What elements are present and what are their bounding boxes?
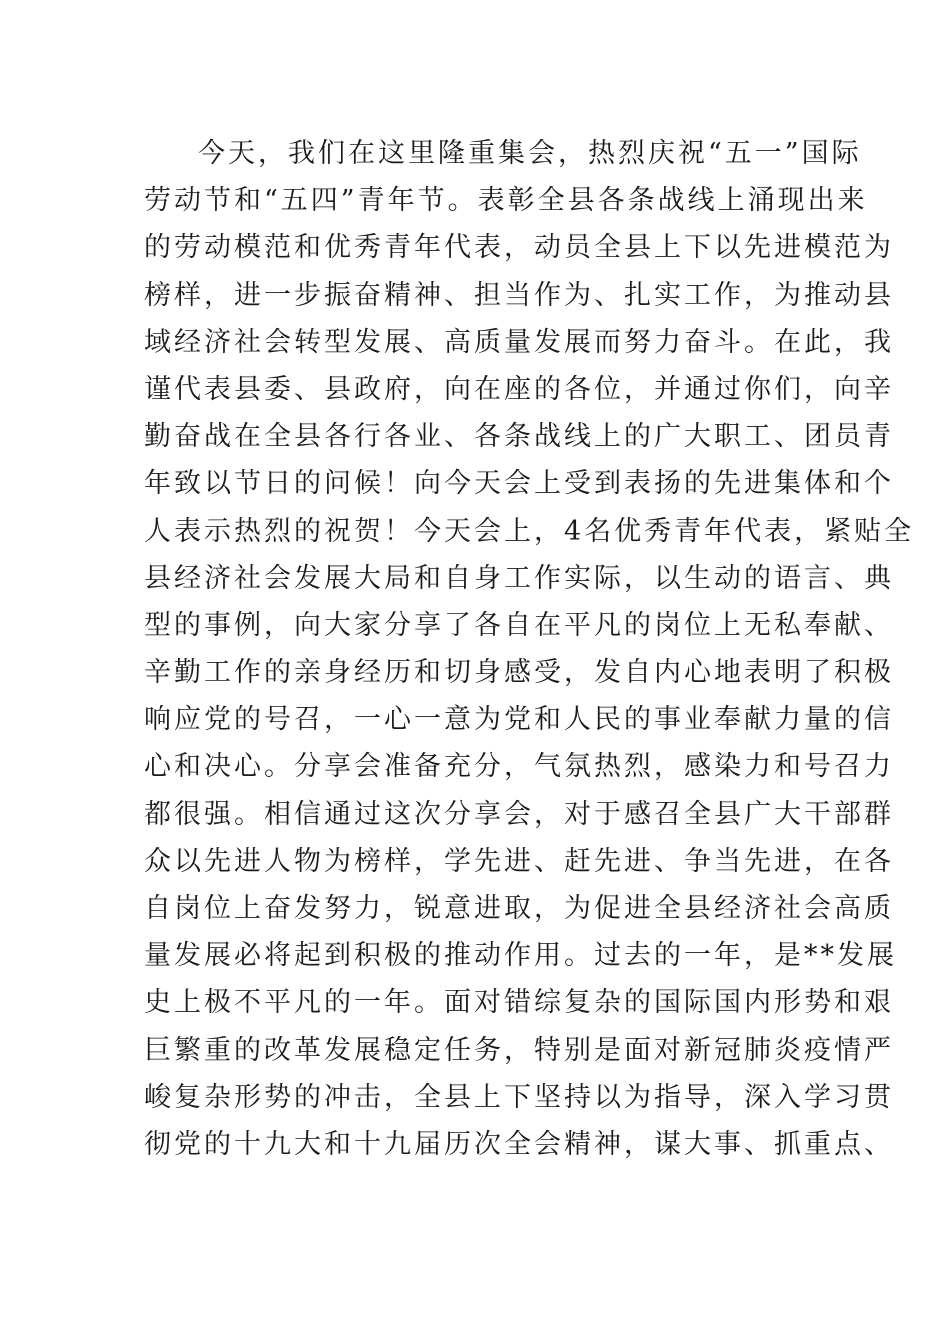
text-line: 今天，我们在这里隆重集会，热烈庆祝“五一”国际 xyxy=(198,138,862,169)
text-line: 峻复杂形势的冲击，全县上下坚持以为指导，深入学习贯 xyxy=(144,1081,894,1113)
text-line: 巨繁重的改革发展稳定任务，特别是面对新冠肺炎疫情严 xyxy=(144,1034,894,1066)
text-line: 人表示热烈的祝贺！今天会上，4名优秀青年代表，紧贴全 xyxy=(144,515,915,547)
text-line: 彻党的十九大和十九届历次全会精神，谋大事、抓重点、 xyxy=(144,1128,894,1160)
text-line: 县经济社会发展大局和自身工作实际，以生动的语言、典 xyxy=(144,562,894,594)
text-line: 榜样，进一步振奋精神、担当作为、扎实工作，为推动县 xyxy=(144,279,894,311)
text-line: 劳动节和“五四”青年节。表彰全县各条战线上涌现出来 xyxy=(144,185,868,217)
text-line: 的劳动模范和优秀青年代表，动员全县上下以先进模范为 xyxy=(144,232,894,264)
text-line: 勤奋战在全县各行各业、各条战线上的广大职工、团员青 xyxy=(144,421,894,453)
text-line: 量发展必将起到积极的推动作用。过去的一年，是**发展 xyxy=(144,940,897,972)
text-line: 自岗位上奋发努力，锐意进取，为促进全县经济社会高质 xyxy=(144,893,894,924)
text-line: 心和决心。分享会准备充分，气氛热烈，感染力和号召力 xyxy=(144,751,894,783)
text-line: 型的事例，向大家分享了各自在平凡的岗位上无私奉献、 xyxy=(144,609,894,641)
text-line: 辛勤工作的亲身经历和切身感受，发自内心地表明了积极 xyxy=(144,657,894,689)
text-line: 都很强。相信通过这次分享会，对于感召全县广大干部群 xyxy=(144,798,894,830)
text-line: 史上极不平凡的一年。面对错综复杂的国际国内形势和艰 xyxy=(144,987,894,1019)
text-line: 响应党的号召，一心一意为党和人民的事业奉献力量的信 xyxy=(144,704,894,736)
text-line: 域经济社会转型发展、高质量发展而努力奋斗。在此，我 xyxy=(144,326,894,358)
body-paragraph xyxy=(144,130,915,1168)
text-line: 谨代表县委、县政府，向在座的各位，并通过你们，向辛 xyxy=(144,373,894,405)
text-line: 年致以节日的问候！向今天会上受到表扬的先进集体和个 xyxy=(144,468,894,500)
text-line: 众以先进人物为榜样，学先进、赶先进、争当先进，在各 xyxy=(144,845,894,877)
